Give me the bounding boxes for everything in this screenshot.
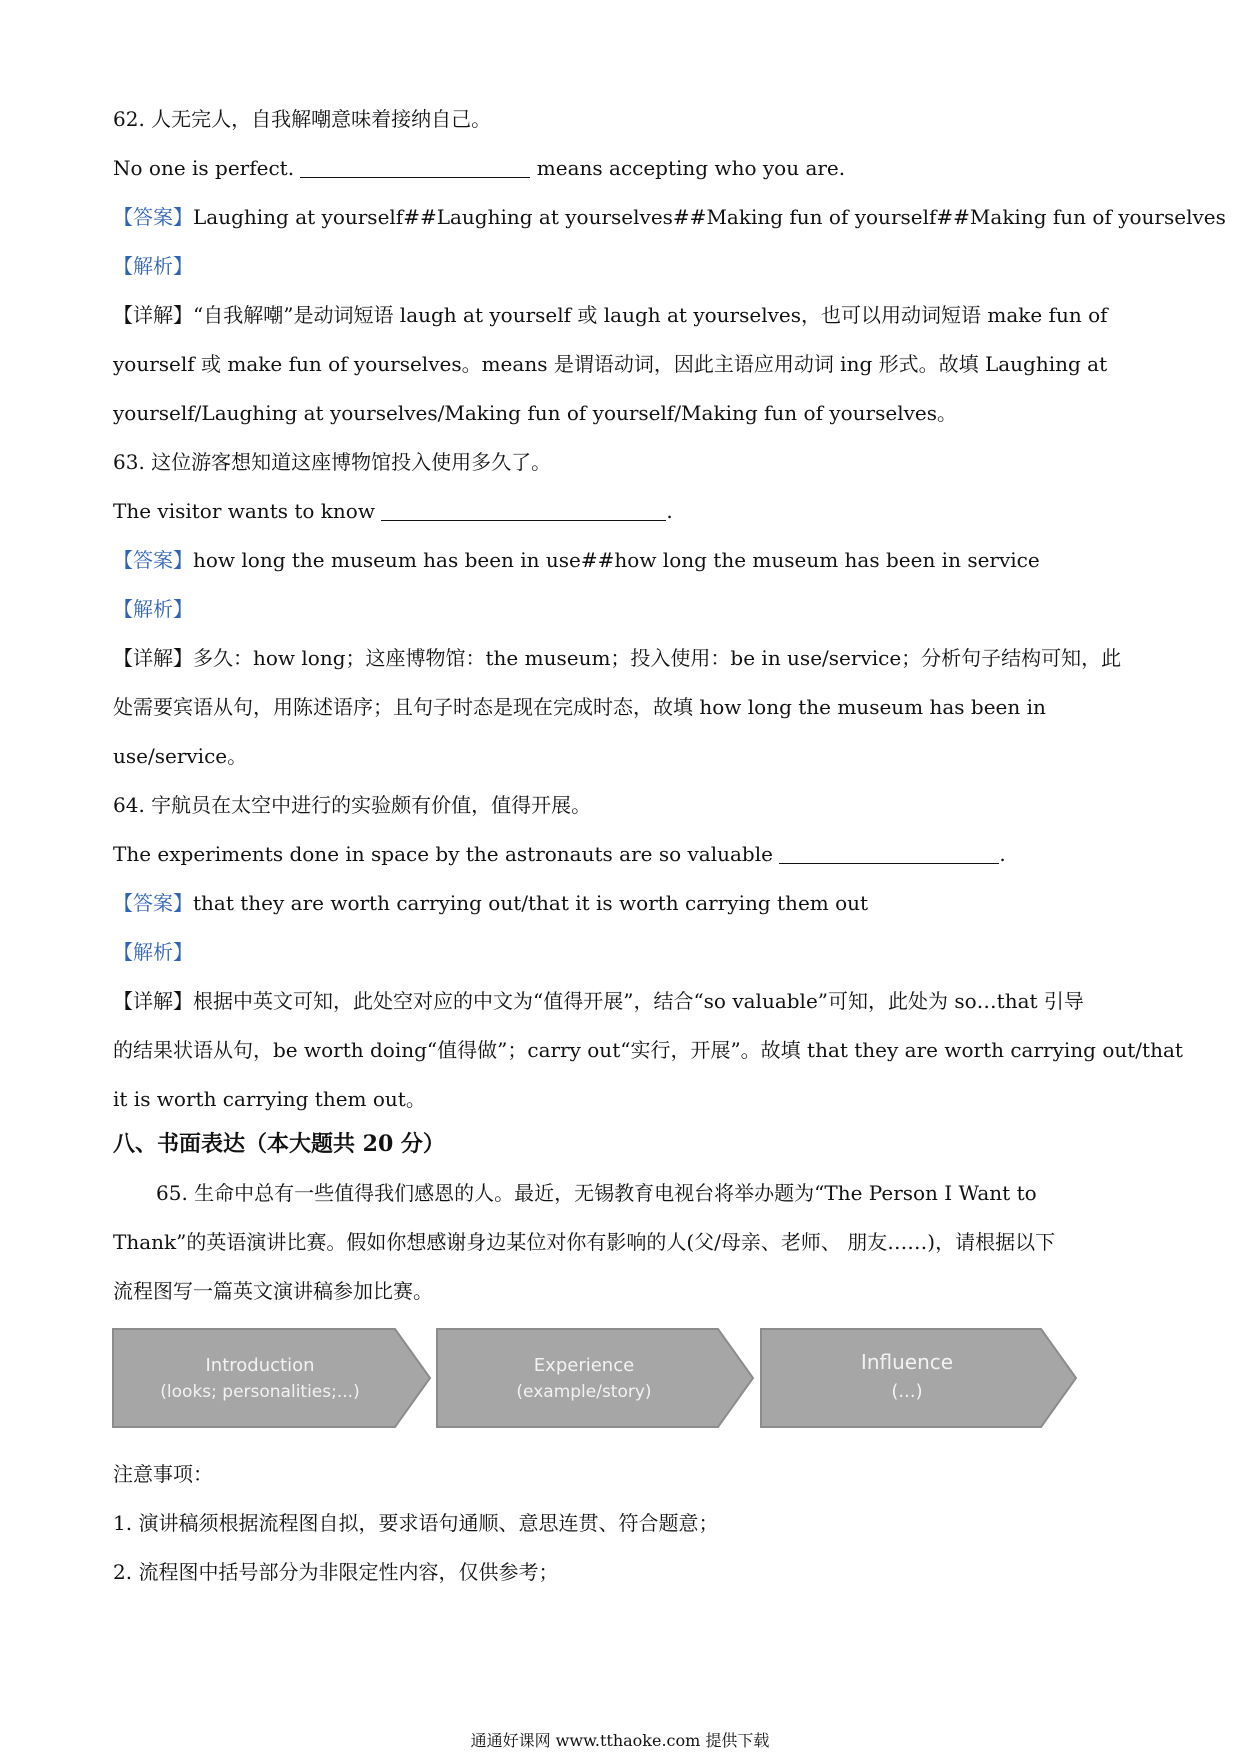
flow-step-sub: (example/story) xyxy=(516,1382,652,1402)
q64-prompt: 64. 宇航员在太空中进行的实验颇有价值，值得开展。 xyxy=(113,793,592,817)
flow-step-sub: (...) xyxy=(891,1381,923,1402)
flow-step-title: Experience xyxy=(533,1355,635,1376)
q62-answer: 【答案】Laughing at yourself##Laughing at yourselves##Making fun of yourself##Making fun of yourselves xyxy=(113,205,1226,229)
q62-prompt: 62. 人无完人，自我解嘲意味着接纳自己。 xyxy=(113,107,492,131)
q64-sentence: The experiments done in space by the astronauts are so valuable . xyxy=(113,842,1006,866)
q62-detail-line-2: yourself 或 make fun of yourselves。means 是谓语动词，因此主语应用动词 ing 形式。故填 Laughing at xyxy=(113,352,1108,376)
flow-step-title: Influence xyxy=(860,1350,954,1374)
note-1: 1. 演讲稿须根据流程图自拟，要求语句通顺、意思连贯、符合题意； xyxy=(113,1511,719,1535)
q64-analysis-tag: 【解析】 xyxy=(113,940,193,964)
note-2: 2. 流程图中括号部分为非限定性内容，仅供参考； xyxy=(113,1560,559,1584)
flow-step-sub: (looks; personalities;...) xyxy=(160,1382,360,1402)
q63-detail-line-1: 【详解】多久：how long；这座博物馆：the museum；投入使用：be in use/service；分析句子结构可知，此 xyxy=(113,646,1122,670)
flow-step-experience xyxy=(437,1329,753,1427)
q62-blank xyxy=(300,157,530,178)
q63-sentence: The visitor wants to know . xyxy=(113,499,673,523)
q64-blank xyxy=(779,843,999,864)
flow-step-influence xyxy=(761,1329,1076,1427)
q65-line-3: 流程图写一篇英文演讲稿参加比赛。 xyxy=(113,1279,433,1303)
q64-detail-line-1: 【详解】根据中英文可知，此处空对应的中文为“值得开展”，结合“so valuable”可知，此处为 so…that 引导 xyxy=(113,989,1084,1013)
page-footer: 通通好课网 www.tthaoke.com 提供下载 xyxy=(470,1731,770,1750)
q65-line-2: Thank”的英语演讲比赛。假如你想感谢身边某位对你有影响的人(父/母亲、老师、 朋友……)，请根据以下 xyxy=(113,1230,1056,1254)
q64-detail-line-3: it is worth carrying them out。 xyxy=(113,1087,426,1111)
q63-analysis-tag: 【解析】 xyxy=(113,597,193,621)
q64-detail-line-2: 的结果状语从句，be worth doing“值得做”；carry out“实行，开展”。故填 that they are worth carrying out/that xyxy=(113,1038,1183,1062)
section-heading: 八、书面表达（本大题共 20 分） xyxy=(113,1131,445,1157)
q62-detail-line-3: yourself/Laughing at yourselves/Making fun of yourself/Making fun of yourselves。 xyxy=(113,401,958,425)
q62-analysis-tag: 【解析】 xyxy=(113,254,193,278)
flow-step-title: Introduction xyxy=(205,1355,315,1376)
q64-answer: 【答案】that they are worth carrying out/that it is worth carrying them out xyxy=(113,891,869,915)
q63-detail-line-3: use/service。 xyxy=(113,744,248,768)
flow-step-introduction xyxy=(113,1329,430,1427)
q63-prompt: 63. 这位游客想知道这座博物馆投入使用多久了。 xyxy=(113,450,552,474)
q63-detail-line-2: 处需要宾语从句，用陈述语序；且句子时态是现在完成时态，故填 how long the museum has been in xyxy=(113,695,1046,719)
q62-sentence: No one is perfect. means accepting who you are. xyxy=(113,156,846,180)
notes-title: 注意事项： xyxy=(113,1462,213,1486)
q62-detail-line-1: 【详解】“自我解嘲”是动词短语 laugh at yourself 或 laugh at yourselves，也可以用动词短语 make fun of xyxy=(113,303,1108,327)
q63-answer: 【答案】how long the museum has been in use##how long the museum has been in service xyxy=(113,548,1040,572)
q63-blank xyxy=(381,500,666,521)
q65-line-1: 65. 生命中总有一些值得我们感恩的人。最近，无锡教育电视台将举办题为“The Person I Want to xyxy=(156,1181,1037,1205)
flow-chart xyxy=(112,1326,1080,1430)
